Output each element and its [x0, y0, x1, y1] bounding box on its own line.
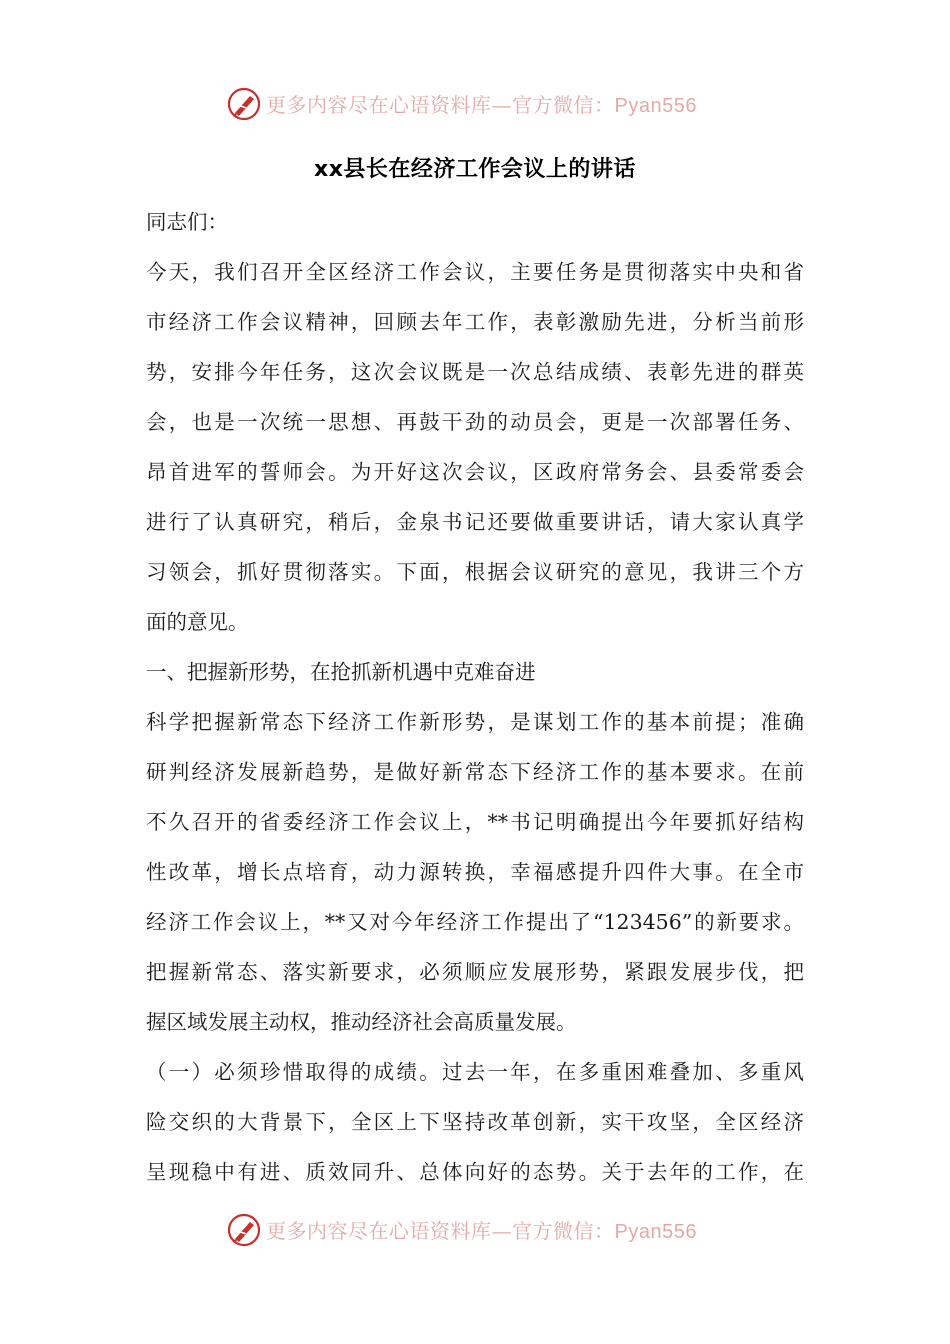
header-watermark-banner	[0, 82, 950, 126]
paragraph-line: 呈现稳中有进、质效同升、总体向好的态势。关于去年的工作，在	[146, 1160, 804, 1184]
paragraph-line: 性改革，增长点培育，动力源转换，幸福感提升四件大事。在全市	[146, 860, 804, 884]
paragraph-line: 不久召开的省委经济工作会议上，**书记明确提出今年要抓好结构	[146, 810, 804, 834]
paragraph-line: 握区域发展主动权，推动经济社会高质量发展。	[146, 1010, 577, 1034]
paragraph-line: 研判经济发展新趋势，是做好新常态下经济工作的基本要求。在前	[146, 760, 804, 784]
paragraph-line: 面的意见。	[146, 610, 249, 634]
watermark-handle: Pyan556	[614, 1221, 697, 1243]
watermark-text: 更多内容尽在心语资料库—官方微信：Pyan556	[266, 93, 697, 117]
paragraph-line: 经济工作会议上，**又对今年经济工作提出了“123456”的新要求。	[146, 910, 804, 934]
watermark-text: 更多内容尽在心语资料库—官方微信：Pyan556	[266, 1219, 697, 1243]
watermark-handle: Pyan556	[614, 95, 697, 117]
paragraph-line: 市经济工作会议精神，回顾去年工作，表彰激励先进，分析当前形	[146, 310, 804, 334]
paragraph-line: 昂首进军的誓师会。为开好这次会议，区政府常务会、县委常委会	[146, 460, 804, 484]
paragraph-line: 会，也是一次统一思想、再鼓干劲的动员会，更是一次部署任务、	[146, 410, 804, 434]
pen-logo-icon	[226, 86, 262, 122]
footer-watermark-banner	[0, 1208, 950, 1252]
paragraph-line: 习领会，抓好贯彻落实。下面，根据会议研究的意见，我讲三个方	[146, 560, 804, 584]
pen-logo-icon	[226, 1212, 262, 1248]
paragraph-line: 把握新常态、落实新要求，必须顺应发展形势，紧跟发展步伐，把	[146, 960, 804, 984]
salutation: 同志们：	[146, 210, 228, 234]
document-title: xx县长在经济工作会议上的讲话	[314, 157, 636, 182]
paragraph-line: 科学把握新常态下经济工作新形势，是谋划工作的基本前提；准确	[146, 710, 804, 734]
paragraph-line: 势，安排今年任务，这次会议既是一次总结成绩、表彰先进的群英	[146, 360, 804, 384]
paragraph-line: 进行了认真研究，稍后，金泉书记还要做重要讲话，请大家认真学	[146, 510, 804, 534]
paragraph-line: 险交织的大背景下，全区上下坚持改革创新，实干攻坚，全区经济	[146, 1110, 804, 1134]
section-heading: 一、把握新形势，在抢抓新机遇中克难奋进	[146, 660, 536, 684]
paragraph-line: 今天，我们召开全区经济工作会议，主要任务是贯彻落实中央和省	[146, 260, 804, 284]
subsection-line: （一）必须珍惜取得的成绩。过去一年，在多重困难叠加、多重风	[146, 1060, 804, 1084]
